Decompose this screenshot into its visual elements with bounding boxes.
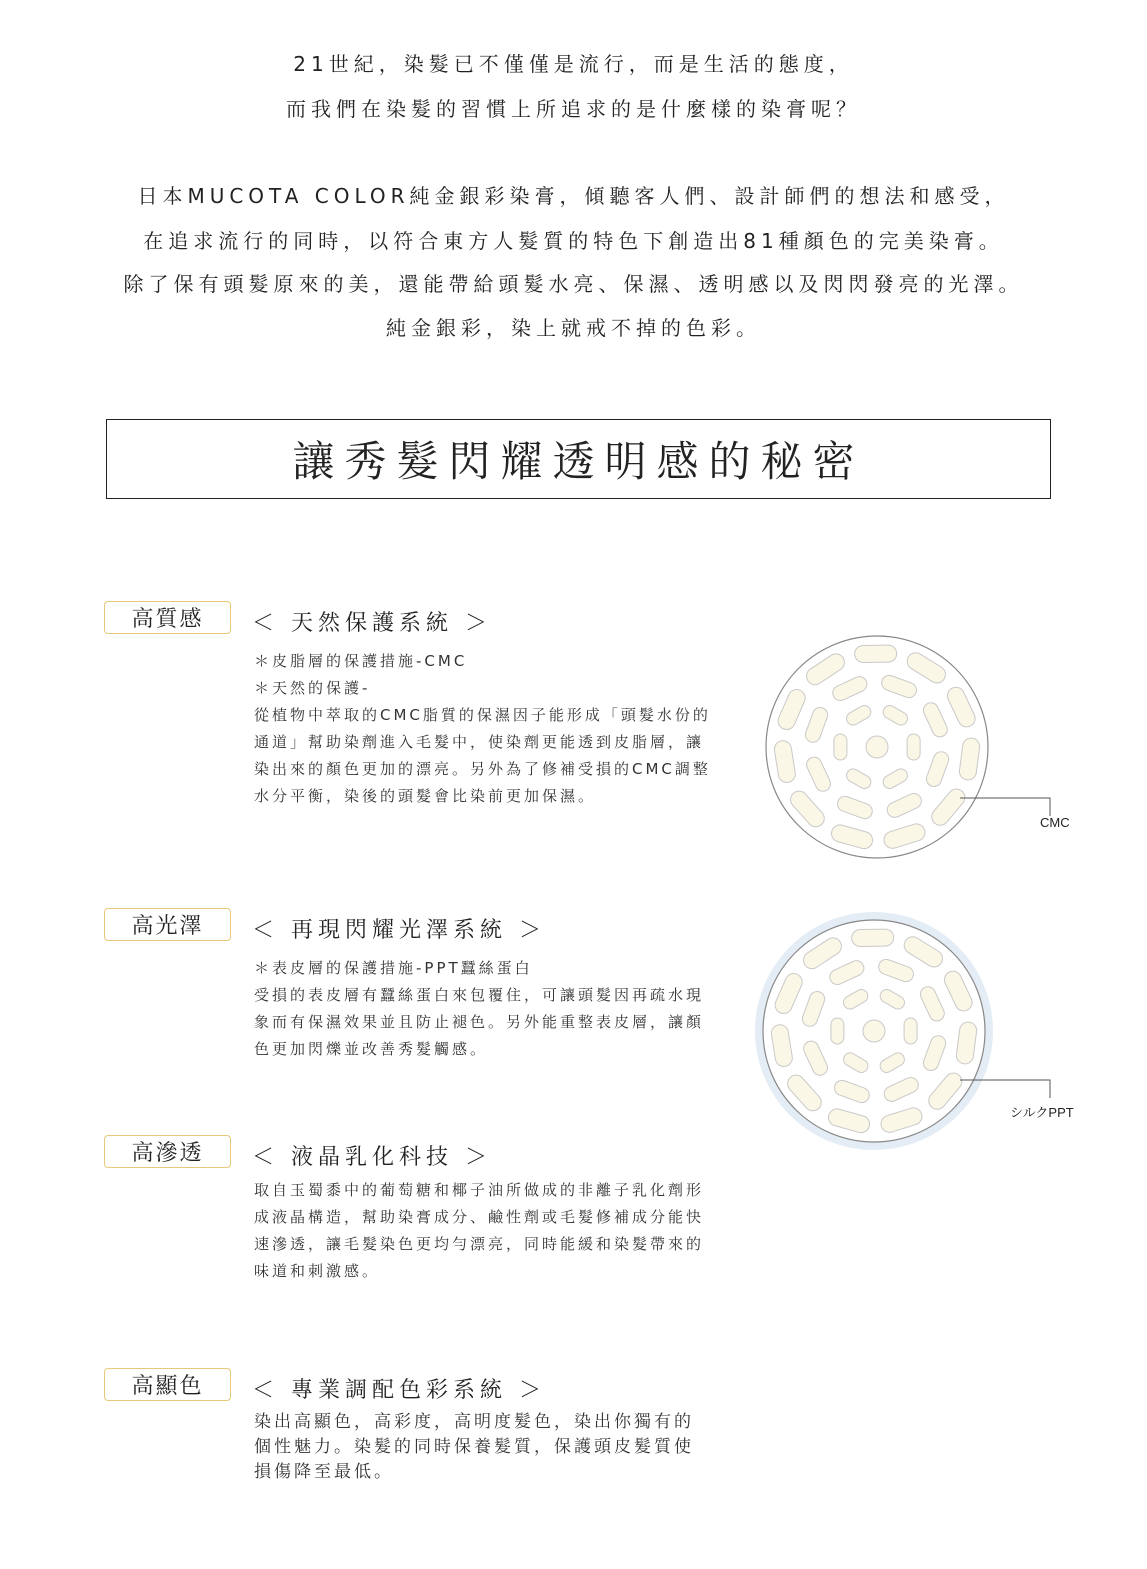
text-line: 成液晶構造，幫助染膏成分、鹼性劑或毛髮修補成分能快	[254, 1208, 705, 1226]
text-line: 受損的表皮層有蠶絲蛋白來包覆住，可讓頭髮因再疏水現	[254, 986, 705, 1004]
ppt-diagram	[751, 908, 997, 1154]
ppt-label: シルクPPT	[1010, 1105, 1074, 1120]
section-title-box	[106, 419, 1051, 499]
ppt-leader-line	[960, 1072, 1060, 1102]
intro-line-6: 純金銀彩，染上就戒不掉的色彩。	[386, 316, 761, 340]
cortex-cell	[834, 734, 847, 760]
section-title: 讓秀髮閃耀透明感的秘密	[292, 437, 865, 486]
feature-text-gloss	[254, 955, 739, 1063]
feature-text-penetration	[254, 1177, 739, 1285]
center-cell	[866, 736, 888, 758]
text-line: 色更加閃爍並改善秀髮觸感。	[254, 1040, 489, 1058]
center-cell	[863, 1020, 885, 1042]
feature-text-color	[254, 1410, 739, 1485]
text-line: 染出高顯色，高彩度，高明度髮色，染出你獨有的	[254, 1412, 694, 1432]
text-line: ＊表皮層的保護措施-PPT蠶絲蛋白	[254, 959, 533, 977]
cortex-cell	[831, 1018, 844, 1044]
text-line: 水分平衡，染後的頭髮會比染前更加保濕。	[254, 787, 597, 805]
ppt-cross-section	[755, 912, 993, 1150]
feature-subtitle-quality: ＜ 天然保護系統 ＞	[252, 611, 492, 636]
text-line: 取自玉蜀黍中的葡萄糖和椰子油所做成的非離子乳化劑形	[254, 1181, 705, 1199]
cortex-cell	[904, 1018, 917, 1044]
cmc-diagram	[762, 632, 992, 862]
text-line: 從植物中萃取的CMC脂質的保濕因子能形成「頭髮水份的	[254, 706, 711, 724]
feature-badge-penetration: 高滲透	[104, 1135, 231, 1168]
intro-line-5: 除了保有頭髮原來的美，還能帶給頭髮水亮、保濕、透明感以及閃閃發亮的光澤。	[123, 272, 1024, 296]
text-line: ＊天然的保護-	[254, 679, 371, 697]
cortex-cell	[855, 645, 897, 663]
text-line: 個性魅力。染髮的同時保養髮質，保護頭皮髮質使	[254, 1437, 694, 1457]
text-line: 象而有保濕效果並且防止褪色。另外能重整表皮層，讓顏	[254, 1013, 705, 1031]
text-line: 染出來的顏色更加的漂亮。另外為了修補受損的CMC調整	[254, 760, 711, 778]
feature-badge-gloss: 高光澤	[104, 908, 231, 941]
cortex-cell	[907, 734, 920, 760]
text-line: 速滲透，讓毛髮染色更均勻漂亮，同時能緩和染髮帶來的	[254, 1235, 705, 1253]
cmc-cross-section	[766, 636, 988, 858]
feature-subtitle-penetration: ＜ 液晶乳化科技 ＞	[252, 1145, 492, 1170]
text-line: 損傷降至最低。	[254, 1462, 394, 1482]
text-line: 味道和刺激感。	[254, 1262, 381, 1280]
feature-text-quality	[254, 648, 739, 810]
feature-subtitle-color: ＜ 專業調配色彩系統 ＞	[252, 1378, 546, 1403]
feature-badge-quality: 高質感	[104, 601, 231, 634]
intro-line-4: 在追求流行的同時，以符合東方人髮質的特色下創造出81種顏色的完美染膏。	[143, 229, 1004, 253]
cortex-cell	[852, 929, 894, 947]
intro-line-3: 日本MUCOTA COLOR純金銀彩染膏，傾聽客人們、設計師們的想法和感受，	[137, 184, 1010, 208]
text-line: ＊皮脂層的保護措施-CMC	[254, 652, 468, 670]
feature-subtitle-gloss: ＜ 再現閃耀光澤系統 ＞	[252, 918, 546, 943]
intro-line-2: 而我們在染髮的習慣上所追求的是什麼樣的染膏呢？	[286, 97, 861, 121]
intro-line-1: 21世紀，染髮已不僅僅是流行，而是生活的態度，	[293, 52, 854, 76]
cmc-label: CMC	[1040, 815, 1070, 830]
text-line: 通道」幫助染劑進入毛髮中，使染劑更能透到皮脂層，讓	[254, 733, 705, 751]
feature-badge-color: 高顯色	[104, 1368, 231, 1401]
